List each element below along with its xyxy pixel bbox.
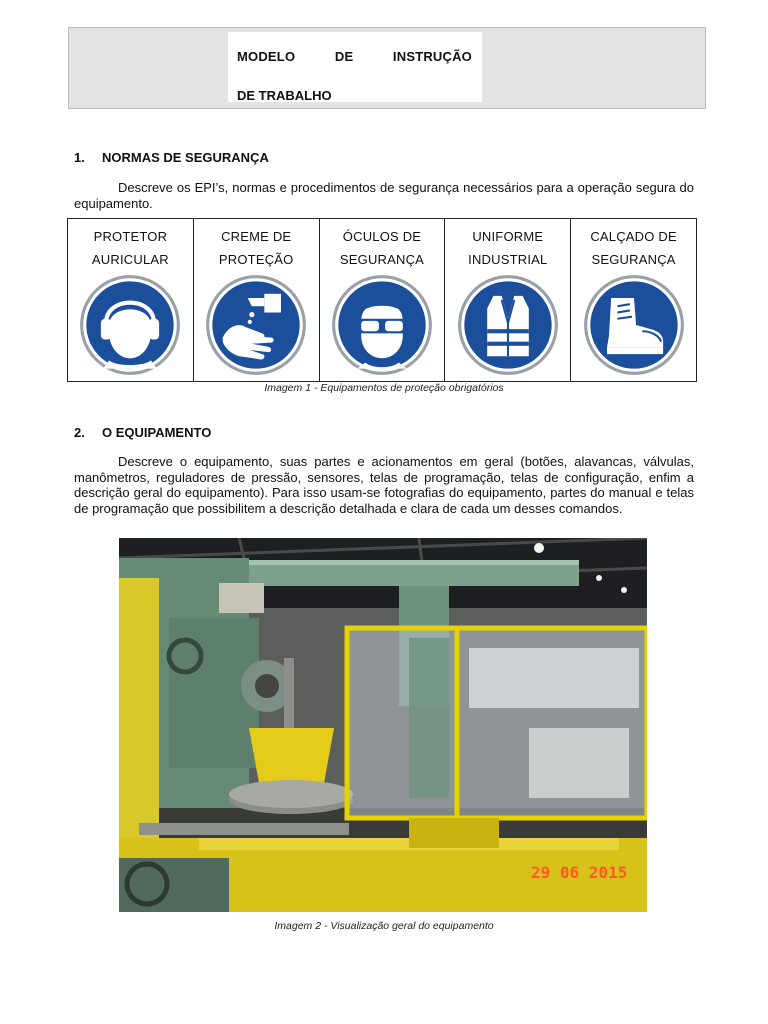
epi-label-line1: ÓCULOS DE [342,229,422,244]
epi-cell-ear-protection [68,219,194,381]
title-line-2: DE TRABALHO [237,88,332,103]
section-heading-1 [74,150,269,165]
epi-label-line2: AURICULAR [91,252,169,267]
title-word: DE [334,49,354,64]
safety-goggles-icon [330,273,434,377]
safety-vest-icon [456,273,560,377]
section-2-paragraph [74,454,694,516]
epi-label-line1: CREME DE [221,229,292,244]
image-2-caption: Imagem 2 - Visualização geral do equipamento [274,920,494,932]
epi-label [68,219,193,271]
section-title: O EQUIPAMENTO [102,425,212,440]
epi-label [445,219,570,271]
epi-label [194,219,319,271]
title-word: INSTRUÇÃO [392,49,472,64]
document-header [68,27,706,109]
paragraph-text: Descreve o equipamento, suas partes e acionamentos em geral (botões, alavancas, válvulas, manômetros, reguladores de pressão, sensores, telas de programação, telas de configuração, enfim a descrição geral do equipamento). Para isso usam-se fotografias do equipamento, partes do manual e telas de programação que possibilitem a descrição detalhada e clara de cada um desses comandos. [74,454,694,516]
epi-table [67,218,697,382]
epi-cell-safety-goggles [320,219,446,381]
epi-cell-protective-cream [194,219,320,381]
epi-label-line2: SEGURANÇA [339,252,425,267]
section-number: 2. [74,425,85,440]
section-title: NORMAS DE SEGURANÇA [102,150,269,165]
photo-date-stamp: 29 06 2015 [531,863,628,882]
title-word: MODELO [237,49,296,64]
title-line-1 [237,49,472,64]
document-title [228,32,482,102]
section-number: 1. [74,150,85,165]
equipment-photo [119,538,647,912]
epi-label-line2: PROTEÇÃO [218,252,294,267]
section-1-paragraph [74,180,694,211]
epi-label-line1: UNIFORME [472,229,544,244]
epi-label [571,219,696,271]
section-heading-2 [74,425,211,440]
epi-label [320,219,445,271]
image-1-caption: Imagem 1 - Equipamentos de proteção obrigatórios [264,382,504,394]
epi-label-line1: CALÇADO DE [590,229,677,244]
ear-protection-icon [78,273,182,377]
epi-label-line1: PROTETOR [93,229,168,244]
epi-label-line2: INDUSTRIAL [468,252,548,267]
epi-label-line2: SEGURANÇA [591,252,676,267]
paragraph-text: Descreve os EPI’s, normas e procedimentos de segurança necessários para a operação segura do equipamento. [74,180,694,211]
safety-boot-icon [582,273,686,377]
epi-cell-safety-vest [445,219,571,381]
epi-cell-safety-boot [571,219,696,381]
protective-cream-icon [204,273,308,377]
